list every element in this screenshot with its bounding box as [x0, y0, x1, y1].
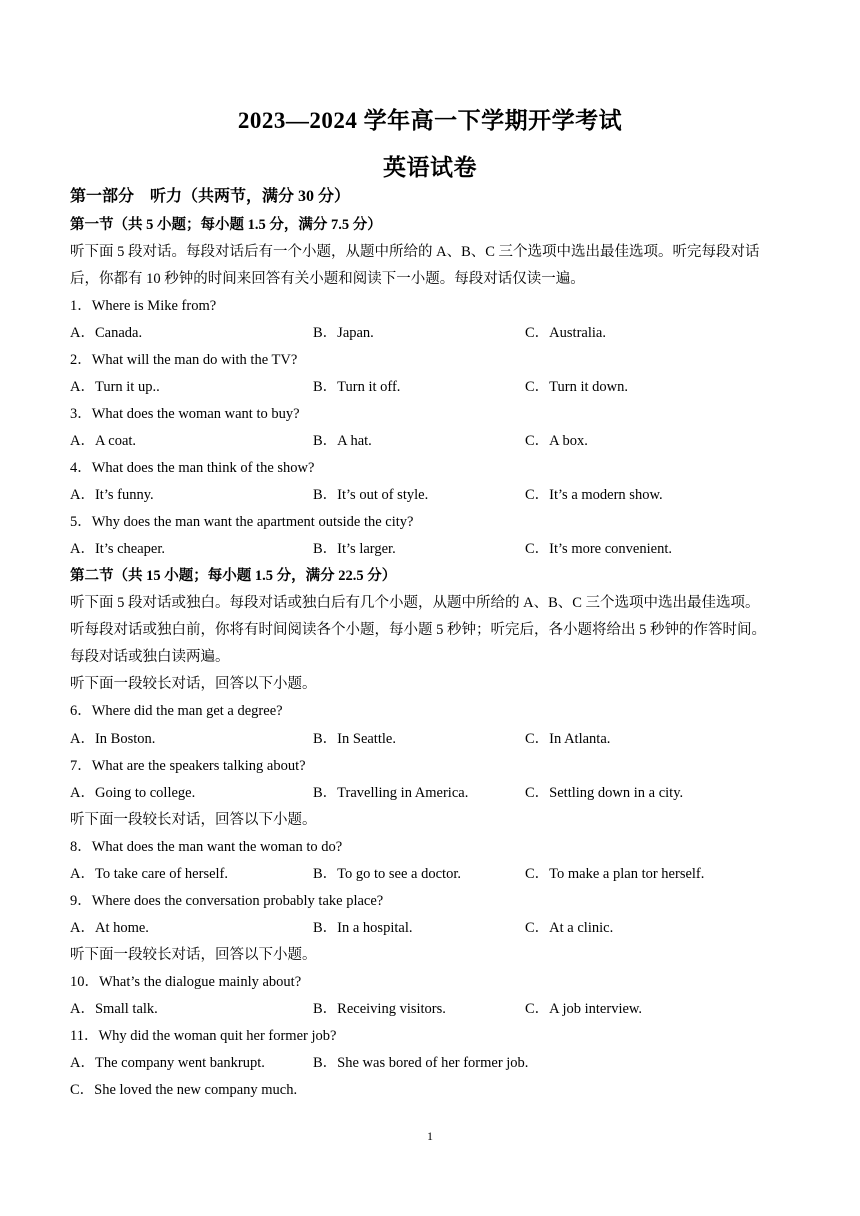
section2-heading: 第二节（共 15 小题；每小题 1.5 分，满分 22.5 分） [70, 568, 397, 584]
q8-option-a: A．To take care of herself. [70, 866, 229, 882]
q7-option-c: C．Settling down in a city. [525, 785, 684, 801]
q10-option-a: A．Small talk. [70, 1001, 158, 1017]
question-9: 9．Where does the conversation probably take place? [70, 893, 384, 909]
q8-option-c: C．To make a plan tor herself. [525, 866, 705, 882]
q2-option-a: A．Turn it up.. [70, 379, 160, 395]
section2-instruction-line3: 每段对话或独白读两遍。 [70, 649, 230, 665]
q5-option-a: A．It’s cheaper. [70, 541, 166, 557]
long-dialogue-note-2: 听下面一段较长对话，回答以下小题。 [70, 812, 317, 828]
q6-option-b: B．In Seattle. [313, 731, 396, 747]
exam-subtitle: 英语试卷 [383, 155, 477, 180]
section1-heading: 第一节（共 5 小题；每小题 1.5 分，满分 7.5 分） [70, 217, 382, 233]
long-dialogue-note-3: 听下面一段较长对话，回答以下小题。 [70, 947, 317, 963]
part1-heading: 第一部分 听力（共两节，满分 30 分） [70, 188, 351, 205]
q2-option-b: B．Turn it off. [313, 379, 401, 395]
exam-title: 2023—2024 学年高一下学期开学考试 [237, 108, 623, 133]
question-6: 6．Where did the man get a degree? [70, 703, 283, 719]
long-dialogue-note-1: 听下面一段较长对话，回答以下小题。 [70, 676, 317, 692]
question-7: 7．What are the speakers talking about? [70, 758, 306, 774]
q9-option-c: C．At a clinic. [525, 920, 614, 936]
question-4: 4．What does the man think of the show? [70, 460, 315, 476]
section2-instruction-line1: 听下面 5 段对话或独白。每段对话或独白后有几个小题，从题中所给的 A、B、C 三个选项中选出最佳选项。 [70, 595, 760, 611]
section2-instruction-line2: 听每段对话或独白前，你将有时间阅读各个小题，每小题 5 秒钟；听完后，各小题将给出 5 秒钟的作答时间。 [70, 622, 766, 638]
q3-option-b: B．A hat. [313, 433, 372, 449]
question-8: 8．What does the man want the woman to do? [70, 839, 343, 855]
q9-option-a: A．At home. [70, 920, 149, 936]
section1-instruction-line2: 后，你都有 10 秒钟的时间来回答有关小题和阅读下一小题。每段对话仅读一遍。 [70, 271, 585, 287]
q6-option-a: A．In Boston. [70, 731, 156, 747]
q4-option-a: A．It’s funny. [70, 487, 154, 503]
section1-instruction-line1: 听下面 5 段对话。每段对话后有一个小题，从题中所给的 A、B、C 三个选项中选出最佳选项。听完每段对话 [70, 244, 760, 260]
q5-option-c: C．It’s more convenient. [525, 541, 672, 557]
question-5: 5．Why does the man want the apartment outside the city? [70, 514, 414, 530]
q6-option-c: C．In Atlanta. [525, 731, 611, 747]
q11-option-c: C．She loved the new company much. [70, 1082, 298, 1098]
q11-option-a: A．The company went bankrupt. [70, 1055, 265, 1071]
q1-option-b: B．Japan. [313, 325, 374, 341]
q7-option-a: A．Going to college. [70, 785, 196, 801]
q3-option-c: C．A box. [525, 433, 588, 449]
question-3: 3．What does the woman want to buy? [70, 406, 300, 422]
q7-option-b: B．Travelling in America. [313, 785, 469, 801]
q5-option-b: B．It’s larger. [313, 541, 396, 557]
q9-option-b: B．In a hospital. [313, 920, 413, 936]
q2-option-c: C．Turn it down. [525, 379, 629, 395]
q4-option-b: B．It’s out of style. [313, 487, 429, 503]
q3-option-a: A．A coat. [70, 433, 137, 449]
question-10: 10．What’s the dialogue mainly about? [70, 974, 302, 990]
question-2: 2．What will the man do with the TV? [70, 352, 298, 368]
question-1: 1．Where is Mike from? [70, 298, 217, 314]
page-number: 1 [427, 1129, 433, 1143]
q11-option-b: B．She was bored of her former job. [313, 1055, 529, 1071]
q10-option-c: C．A job interview. [525, 1001, 643, 1017]
question-11: 11．Why did the woman quit her former job? [70, 1028, 337, 1044]
q4-option-c: C．It’s a modern show. [525, 487, 663, 503]
q1-option-c: C．Australia. [525, 325, 606, 341]
q8-option-b: B．To go to see a doctor. [313, 866, 461, 882]
q10-option-b: B．Receiving visitors. [313, 1001, 446, 1017]
q1-option-a: A．Canada. [70, 325, 143, 341]
